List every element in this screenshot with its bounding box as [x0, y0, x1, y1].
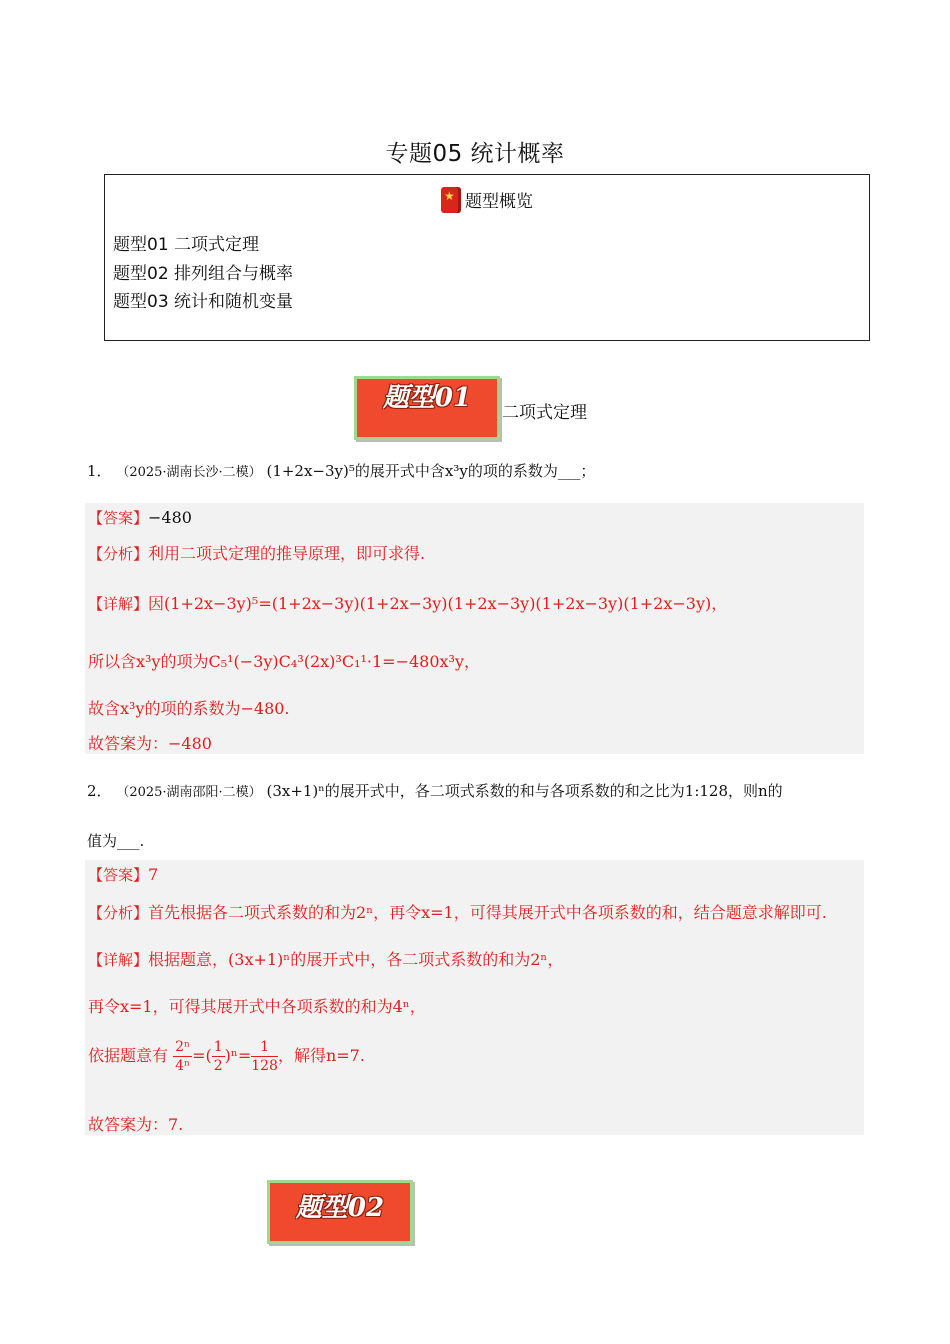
question-2 — [87, 780, 783, 801]
overview-item[interactable]: 题型01 二项式定理 — [113, 235, 260, 255]
answer-label: 【答案】 — [88, 866, 149, 884]
detail-line-3 — [88, 1038, 365, 1075]
red-book-icon: ★ — [441, 187, 461, 213]
solution-box-2 — [85, 860, 864, 1135]
detail-line-2: 所以含x³y的项为C₅¹(−3y)C₄³(2x)³C₁¹·1=−480x³y， — [88, 652, 480, 671]
detail-prefix: 依据题意有 — [88, 1046, 169, 1065]
overview-box — [104, 174, 870, 341]
fraction-denominator: 4ⁿ — [175, 1058, 191, 1074]
section-badge-02: 题型02 — [267, 1180, 413, 1244]
fraction-numerator: 1 — [213, 1039, 223, 1055]
fraction — [173, 1038, 192, 1075]
question-2-stem-cont: 值为___. — [87, 832, 145, 850]
analysis-line — [88, 541, 425, 564]
final-answer-line: 故答案为：7. — [88, 1115, 184, 1134]
analysis-label: 【分析】 — [88, 545, 149, 563]
section-badge-01: 题型01 — [354, 376, 500, 440]
detail-line-2: 再令x=1，可得其展开式中各项系数的和为4ⁿ， — [88, 997, 426, 1016]
detail-line-1 — [88, 947, 563, 970]
detail-line-3: 故含x³y的项的系数为−480. — [88, 699, 290, 718]
answer-line — [88, 864, 158, 885]
detail-line-1 — [88, 591, 727, 614]
answer-value: −480 — [148, 508, 192, 527]
question-number: 2． — [87, 782, 112, 800]
fraction-denominator: 128 — [251, 1058, 278, 1074]
fraction — [251, 1038, 278, 1075]
overview-item[interactable]: 题型03 统计和随机变量 — [113, 292, 294, 312]
analysis-line — [88, 900, 827, 923]
equation-part: )ⁿ= — [224, 1046, 252, 1065]
detail-suffix: ，解得n=7. — [277, 1046, 365, 1065]
analysis-text: 利用二项式定理的推导原理，即可求得. — [148, 544, 426, 563]
solution-box-1 — [85, 503, 864, 754]
answer-value: 7 — [148, 865, 159, 884]
question-expression: (1+2x−3y)⁵ — [266, 462, 355, 480]
question-stem: 的展开式中含x³y的项的系数为___； — [354, 462, 596, 480]
question-1 — [87, 460, 595, 481]
fraction-numerator: 1 — [251, 1038, 278, 1057]
answer-line — [88, 507, 192, 528]
question-number: 1． — [87, 462, 112, 480]
question-stem: (3x+1)ⁿ的展开式中，各二项式系数的和与各项系数的和之比为1:128，则n的 — [266, 782, 783, 800]
analysis-label: 【分析】 — [88, 904, 149, 922]
detail-text: 根据题意，(3x+1)ⁿ的展开式中，各二项式系数的和为2ⁿ， — [148, 950, 564, 969]
fraction-numerator: 2ⁿ — [175, 1039, 191, 1055]
final-answer-line: 故答案为：−480 — [88, 734, 212, 753]
fraction-denominator: 2 — [213, 1058, 223, 1074]
question-source: （2025·湖南邵阳·二模） — [116, 785, 262, 800]
overview-list — [113, 231, 293, 317]
page-title: 专题05 统计概率 — [385, 141, 565, 167]
analysis-text: 首先根据各二项式系数的和为2ⁿ，再令x=1，可得其展开式中各项系数的和，结合题意求解即可. — [148, 903, 827, 922]
section-title-01: 二项式定理 — [502, 403, 587, 423]
fraction — [212, 1038, 225, 1075]
equation-part: =( — [192, 1046, 212, 1065]
overview-heading-text: 题型概览 — [465, 192, 533, 212]
detail-text: 因(1+2x−3y)⁵=(1+2x−3y)(1+2x−3y)(1+2x−3y)(1+2x−3y)(1+2x−3y)， — [148, 594, 728, 613]
answer-label: 【答案】 — [88, 509, 149, 527]
detail-label: 【详解】 — [88, 951, 149, 969]
overview-item[interactable]: 题型02 排列组合与概率 — [113, 263, 294, 284]
question-source: （2025·湖南长沙·二模） — [116, 465, 262, 480]
overview-heading — [105, 187, 869, 213]
detail-label: 【详解】 — [88, 595, 149, 613]
